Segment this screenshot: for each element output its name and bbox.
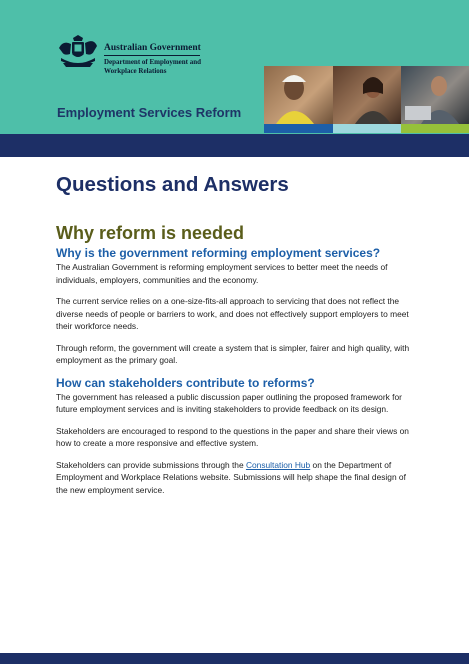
answer-text-after-link: on the Department of Employment and Workplace Relations website. Submissions will help shape the final design of the new employment service. (56, 459, 406, 495)
header-photo-strip (264, 66, 469, 134)
woman-in-workshop-photo (333, 66, 401, 124)
question-heading: How can stakeholders contribute to reforms? (56, 375, 315, 390)
header-stripe-green (401, 124, 469, 133)
question-heading: Why is the government reforming employment services? (56, 246, 381, 260)
answer-paragraph: The Australian Government is reforming employment services to better meet the needs of individuals, employers, communities and the economy. (56, 262, 388, 285)
answer-paragraph: Stakeholders are encouraged to respond to the questions in the paper and share their views on how to create a more responsive and effective system. (56, 425, 409, 448)
footer-navy-band (0, 653, 469, 664)
section-heading: Why reform is needed (56, 223, 245, 243)
department-name: Department of Employment and Workplace Relations (104, 58, 202, 75)
program-title: Employment Services Reform (57, 105, 242, 120)
header-stripe-light (333, 124, 401, 133)
government-name: Australian Government (104, 43, 201, 53)
answer-paragraph: Through reform, the government will create a system that is simpler, fairer and high quality, with employment as the primary goal. (56, 342, 410, 365)
header-navy-band (0, 134, 469, 157)
header-stripe-blue (264, 124, 333, 133)
answer-text-before-link: Stakeholders can provide submissions through the (56, 459, 246, 470)
man-at-laptop-photo (401, 66, 469, 124)
answer-paragraph (56, 459, 416, 497)
crest-icon (57, 34, 99, 68)
document-title: Questions and Answers (56, 173, 289, 196)
worker-in-hard-hat-photo (264, 66, 333, 124)
answer-paragraph: The government has released a public discussion paper outlining the proposed framework for future employment services and is inviting stakeholders to provide feedback on its design. (56, 391, 402, 414)
consultation-hub-link[interactable]: Consultation Hub (245, 459, 311, 470)
answer-paragraph: The current service relies on a one-size-fits-all approach to servicing that does not reflect the diverse needs of people or barriers to work, and does not effectively support employers to meet their workforce needs. (56, 296, 409, 331)
government-name-rule (104, 55, 200, 56)
page-header (0, 0, 469, 134)
document-body (56, 170, 416, 505)
